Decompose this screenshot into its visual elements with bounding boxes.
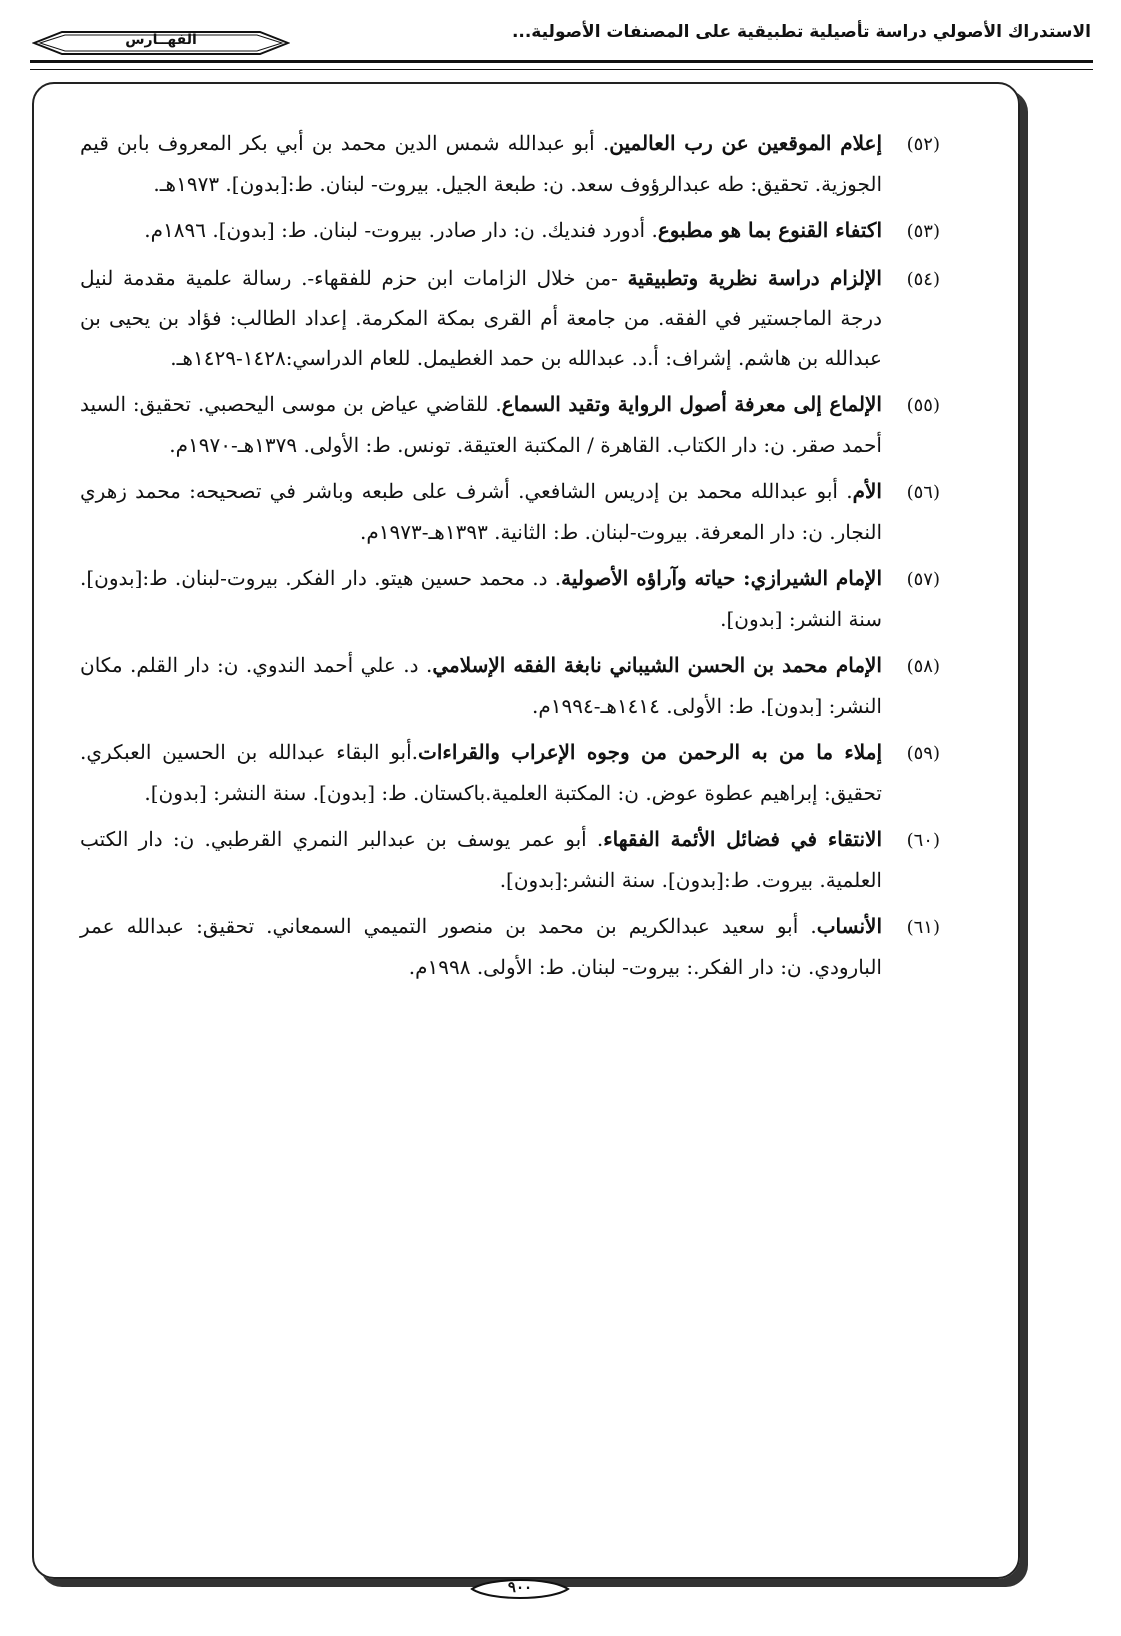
header-rule — [30, 60, 1093, 70]
entry-text: . أبو عبدالله محمد بن إدريس الشافعي. أشرف على طبعه وباشر في تصحيحه: محمد زهري النجار. ن: دار المعرفة. بيروت-لبنان. ط: الثانية. ١٣٩٣هـ-١٩٧٣م. — [80, 479, 882, 544]
entry-number: (٥٥) — [906, 395, 940, 416]
page-number-badge — [470, 1576, 570, 1602]
entry-number: (٥٤) — [906, 268, 940, 290]
entry-number: (٥٦) — [906, 482, 940, 503]
entry-text: .أبو البقاء عبدالله بن الحسين العبكري. تحقيق: إبراهيم عطوة عوض. ن: المكتبة العلمية.باكستان. ط: [بدون]. سنة النشر: [بدون]. — [80, 740, 882, 805]
entry-title: الانتقاء في فضائل الأئمة الفقهاء — [603, 827, 882, 851]
entry-number: (٥٧) — [906, 569, 940, 590]
entry-number: (٥٨) — [906, 656, 940, 677]
bibliography-entry — [80, 472, 940, 552]
entry-text: . أبو عمر يوسف بن عبدالبر النمري القرطبي. ن: دار الكتب العلمية. بيروت. ط:[بدون]. سنة النشر:[بدون]. — [80, 827, 882, 892]
page-number: ٩٠٠ — [507, 1578, 533, 1596]
entry-title: الأم — [852, 479, 882, 503]
entry-text: . د. علي أحمد الندوي. ن: دار القلم. مكان النشر: [بدون]. ط: الأولى. ١٤١٤هـ-١٩٩٤م. — [80, 653, 882, 718]
entry-number: (٦١) — [906, 917, 940, 938]
bibliography-entry — [80, 820, 940, 900]
section-tab-label: الفهــارس — [125, 32, 197, 48]
entry-title: إملاء ما من به الرحمن من وجوه الإعراب والقراءات — [418, 740, 882, 764]
entry-text: -من خلال الزامات ابن حزم للفقهاء-. رسالة علمية مقدمة لنيل درجة الماجستير في الفقه. من جامعة أم القرى بمكة المكرمة. إعداد الطالب: فؤاد بن يحيى بن عبدالله بن هاشم. إشراف: أ.د. عبدالله بن حمد الغطيمل. للعام الدراسي:١٤٢٨-١٤٢٩هـ. — [80, 265, 882, 370]
entry-title: الإلزام دراسة نظرية وتطبيقية — [627, 265, 882, 290]
bibliography-entry — [80, 646, 940, 726]
entry-number: (٥٣) — [906, 221, 940, 242]
entry-title: الأنساب — [816, 914, 882, 938]
entry-title: الإمام الشيرازي: حياته وآراؤه الأصولية — [561, 566, 882, 590]
bibliography-entry — [80, 259, 940, 379]
entry-text: . أبو عبدالله شمس الدين محمد بن أبي بكر المعروف بابن قيم الجوزية. تحقيق: طه عبدالرؤوف سعد. ن: طبعة الجيل. بيروت- لبنان. ط:[بدون]. ١٩٧٣هـ. — [80, 131, 882, 196]
bibliography-entry — [80, 211, 940, 252]
bibliography-entry — [80, 124, 940, 204]
bibliography-entry — [80, 559, 940, 639]
entry-title: إعلام الموقعين عن رب العالمين — [609, 131, 883, 155]
entry-text: . د. محمد حسين هيتو. دار الفكر. بيروت-لبنان. ط:[بدون]. سنة النشر: [بدون]. — [80, 566, 882, 631]
bibliography-entry — [80, 385, 940, 465]
running-header-title: الاستدراك الأصولي دراسة تأصيلية تطبيقية على المصنفات الأصولية... — [511, 22, 1091, 42]
entry-title: الإمام محمد بن الحسن الشيباني نابغة الفقه الإسلامي — [432, 653, 882, 677]
entry-number: (٦٠) — [906, 830, 940, 851]
section-tab — [32, 30, 290, 56]
bibliography-entry — [80, 907, 940, 987]
entry-title: اكتفاء القنوع بما هو مطبوع — [657, 218, 882, 242]
entry-number: (٥٢) — [906, 134, 941, 155]
entry-text: . للقاضي عياض بن موسى اليحصبي. تحقيق: السيد أحمد صقر. ن: دار الكتاب. القاهرة / المكتبة العتيقة. تونس. ط: الأولى. ١٣٧٩هـ-١٩٧٠م. — [80, 392, 882, 457]
entry-title: الإلماع إلى معرفة أصول الرواية وتقيد السماع — [501, 392, 882, 416]
entry-text: . أدورد فنديك. ن: دار صادر. بيروت- لبنان. ط: [بدون]. ١٨٩٦م. — [144, 218, 658, 242]
entry-number: (٥٩) — [906, 743, 940, 764]
bibliography-list — [80, 124, 940, 994]
entry-text: . أبو سعيد عبدالكريم بن محمد بن منصور التميمي السمعاني. تحقيق: عبدالله عمر البارودي. ن: دار الفكر.: بيروت- لبنان. ط: الأولى. ١٩٩٨م. — [80, 914, 882, 979]
bibliography-entry — [80, 733, 940, 813]
